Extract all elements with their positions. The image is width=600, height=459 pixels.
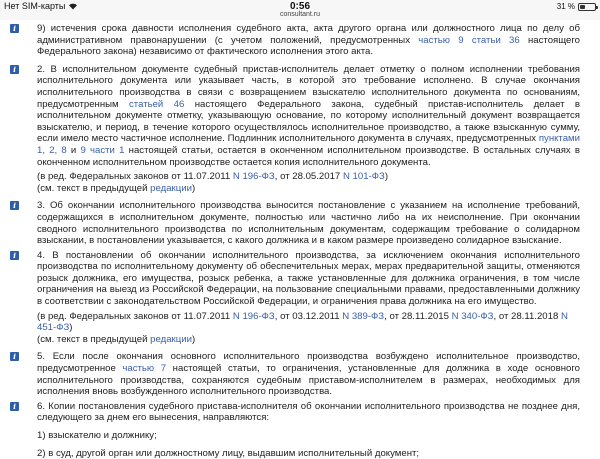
amendment-note-2: (в ред. Федеральных законов от 11.07.2011 N 196-ФЗ, от 03.12.2011 N 389-ФЗ, от 28.11.2015 N 340-ФЗ, от 28.11.2018 N 451-ФЗ) (см. текст в предыдущей редакции) — [37, 310, 568, 345]
link-law-389fz[interactable]: N 389-ФЗ — [342, 310, 385, 322]
battery-fill — [580, 5, 585, 9]
paragraph-text: 9) истечения срока давности исполнения судебного акта, акта другого органа или должностного лица по делу об административном правонарушении (с учетом положений, предусмотренных частью 9 статьи 36 настоящего Федерального закона) независимо от фактического исполнения этого акта. — [37, 23, 580, 58]
link-points-1-2-8[interactable]: пунктами 1, 2, 8 — [37, 133, 580, 156]
paragraph-text: 4. В постановлении об окончании исполнительного производства, за исключением окончания исполнительного производства по исполнительному документу об обеспечительных мерах, мерах предварительной защиты, отменяются розыск должника, его имущества, розыск ребенка, а также установленные для должника ограничения, в том числе ограничения на выезд из Российской Федерации, на пользование специальными правами, предоставленными должнику в соответствии с законодательством Российской Федерации, и ограничения права должника на его имущество. — [37, 249, 580, 308]
battery-icon — [578, 3, 596, 11]
battery-percent: 31 % — [556, 2, 575, 11]
link-law-196fz[interactable]: N 196-ФЗ — [232, 171, 275, 183]
link-part7[interactable]: частью 7 — [122, 363, 167, 375]
info-marker-icon[interactable]: i — [10, 352, 19, 361]
paragraph-2 — [0, 64, 600, 168]
info-marker-icon[interactable]: i — [10, 65, 19, 74]
status-right — [557, 2, 596, 11]
item-9-paragraph — [0, 23, 600, 58]
link-law-101fz[interactable]: N 101-ФЗ — [342, 171, 385, 183]
paragraph-4 — [0, 250, 600, 308]
link-law-451fz[interactable]: N 451-ФЗ — [37, 310, 568, 334]
paragraph-text: 2. В исполнительном документе судебный пристав-исполнитель делает отметку о полном исполнении требования исполнительного документа или указывает часть, в которой это требование исполнено. В случае окончания исполнительного производства в связи с возвращением взыскателю исполнительного документа по основаниям, предусмотренным статьей 46 настоящего Федерального закона, судебный пристав-исполнитель делает в исполнительном документе отметку, указывающую основание, по которому исполнительный документ возвращается взыскателю, и период, в течение которого осуществлялось исполнительное производство, а также взысканную сумму, если имело место частичное исполнение. Подлинник исполнительного документа в случаях, предусмотренных пунктами 1, 2, 8 и 9 части 1 настоящей статьи, остается в оконченном исполнительном производстве. В остальных случаях в оконченном исполнительном производстве остается копия исполнительного документа. — [37, 63, 581, 168]
amendment-note-1: (в ред. Федеральных законов от 11.07.2011 N 196-ФЗ, от 28.05.2017 N 101-ФЗ) (см. текст в предыдущей редакции) — [37, 171, 389, 194]
paragraph-6 — [0, 401, 600, 424]
link-article46[interactable]: статьей 46 — [129, 98, 185, 110]
info-marker-icon[interactable]: i — [10, 251, 19, 260]
paragraph-text: 3. Об окончании исполнительного производства выносится постановление с указанием на исполнение требований, содержащихся в исполнительном документе, полностью или частично либо на их неисполнение. При окончании сводного исполнительного производства по исполнительным документам, содержащим требование о солидарном взыскании, в постановлении указывается, с какого должника и в каком размере произведено солидарное взыскание. — [37, 200, 580, 247]
link-previous-edition[interactable]: редакции — [150, 333, 192, 345]
info-marker-icon[interactable]: i — [10, 24, 19, 33]
paragraph-5 — [0, 351, 600, 397]
document-body[interactable] — [0, 20, 600, 459]
link-previous-edition[interactable]: редакции — [150, 182, 192, 194]
status-bar — [0, 0, 600, 20]
address-url[interactable]: consultant.ru — [279, 11, 321, 18]
info-marker-icon[interactable]: i — [10, 402, 19, 411]
clock: 0:56 — [289, 1, 310, 12]
link-9-part1[interactable]: 9 части 1 — [80, 144, 125, 156]
paragraph-3 — [0, 200, 600, 246]
list-item-2: 2) в суд, другой орган или должностному лицу, выдавшим исполнительный документ; — [37, 447, 420, 459]
info-marker-icon[interactable]: i — [10, 201, 19, 210]
paragraph-text: 6. Копии постановления судебного пристава-исполнителя об окончании исполнительного производства не позднее дня, следующего за днем его вынесения, направляются: — [37, 400, 580, 424]
paragraph-text: 5. Если после окончания основного исполнительного производства возбуждено исполнительное производство, предусмотренное частью 7 настоящей статьи, то ограничения, установленные для должника в ходе основного исполнительного производства, сохраняются судебным приставом-исполнителем в размерах, необходимых для исполнения вновь возбужденного исполнительного производства. — [37, 351, 580, 398]
link-law-196fz[interactable]: N 196-ФЗ — [232, 310, 275, 322]
link-law-340fz[interactable]: N 340-ФЗ — [451, 310, 494, 322]
link-part9-article36[interactable]: частью 9 статьи 36 — [418, 34, 520, 46]
list-item-1: 1) взыскателю и должнику; — [37, 430, 157, 441]
carrier-label: Нет SIM-карты — [4, 1, 66, 11]
